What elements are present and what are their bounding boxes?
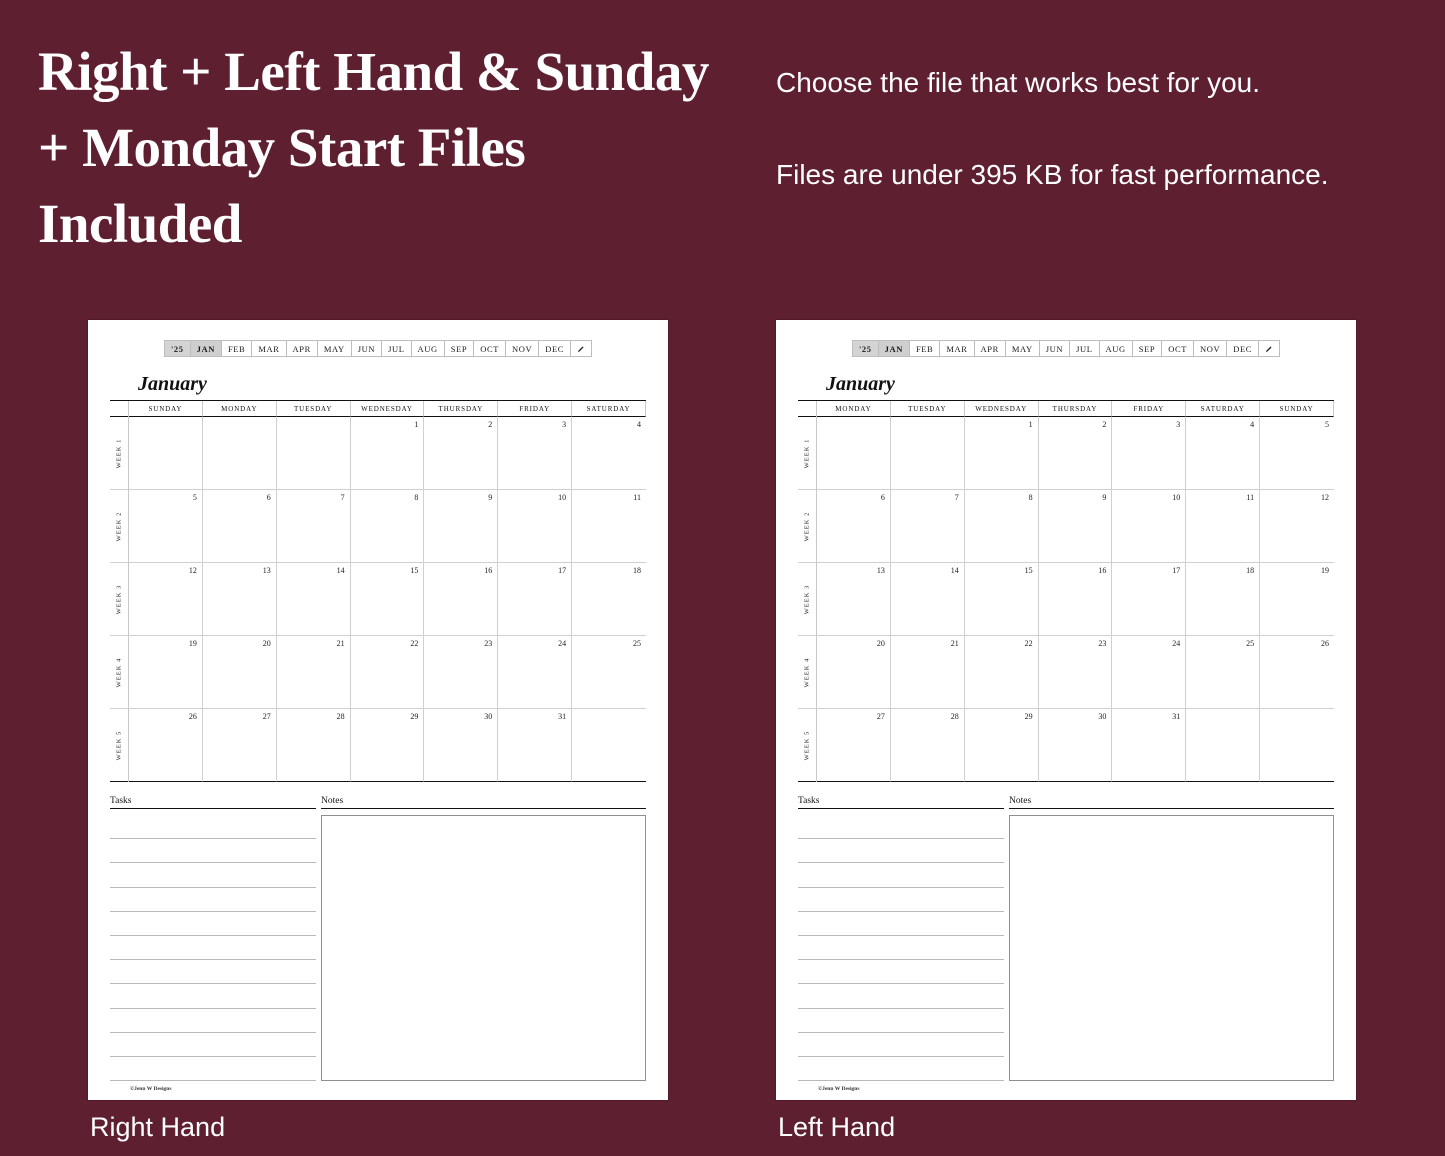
day-number: 25 bbox=[1246, 639, 1255, 648]
notes-area-0[interactable] bbox=[321, 815, 646, 1081]
day-cell[interactable] bbox=[1039, 563, 1113, 636]
day-cell[interactable] bbox=[351, 636, 425, 709]
week-label: WEEK 2 bbox=[798, 490, 816, 563]
day-number: 2 bbox=[488, 420, 493, 429]
month-tab-jun[interactable]: JUN bbox=[351, 340, 381, 357]
day-number: 29 bbox=[410, 712, 419, 721]
week-label: WEEK 1 bbox=[798, 417, 816, 490]
month-tab-may[interactable]: MAY bbox=[317, 340, 351, 357]
day-cell[interactable] bbox=[817, 563, 891, 636]
day-cell[interactable] bbox=[1039, 636, 1113, 709]
day-number: 30 bbox=[1098, 712, 1107, 721]
day-cell[interactable] bbox=[1186, 417, 1260, 490]
day-cell[interactable] bbox=[817, 417, 891, 490]
day-number: 15 bbox=[1024, 566, 1033, 575]
side-copy-line-2: Files are under 395 KB for fast performance. bbox=[776, 158, 1329, 190]
day-number: 21 bbox=[336, 639, 345, 648]
month-tab-aug[interactable]: AUG bbox=[411, 340, 444, 357]
day-cell[interactable] bbox=[1112, 417, 1186, 490]
day-cell[interactable] bbox=[1260, 490, 1334, 563]
day-header-thursday: THURSDAY bbox=[1039, 401, 1113, 417]
day-cell[interactable] bbox=[203, 709, 277, 782]
day-number: 30 bbox=[484, 712, 493, 721]
day-cell[interactable] bbox=[965, 563, 1039, 636]
day-cell[interactable] bbox=[1186, 709, 1260, 782]
notes-label-1: Notes bbox=[1009, 796, 1334, 809]
day-number: 4 bbox=[1250, 420, 1255, 429]
day-number: 2 bbox=[1102, 420, 1107, 429]
month-tab-jan[interactable]: JAN bbox=[878, 340, 909, 357]
day-cell[interactable] bbox=[891, 563, 965, 636]
month-tab-aug[interactable]: AUG bbox=[1099, 340, 1132, 357]
day-cell[interactable] bbox=[817, 636, 891, 709]
day-header-tuesday: TUESDAY bbox=[277, 401, 351, 417]
week-label: WEEK 5 bbox=[798, 709, 816, 782]
week-label: WEEK 3 bbox=[110, 563, 128, 636]
task-line[interactable] bbox=[798, 863, 1004, 887]
month-tab-nov[interactable]: NOV bbox=[1193, 340, 1226, 357]
day-number: 19 bbox=[1320, 566, 1329, 575]
day-cell[interactable] bbox=[1112, 636, 1186, 709]
day-number: 18 bbox=[1246, 566, 1255, 575]
day-cell[interactable] bbox=[817, 709, 891, 782]
day-cell[interactable] bbox=[351, 709, 425, 782]
caption-right-hand: Right Hand bbox=[90, 1112, 226, 1142]
month-tab-strip-1[interactable] bbox=[798, 340, 1334, 357]
day-cell[interactable] bbox=[1039, 490, 1113, 563]
day-cell[interactable] bbox=[1112, 563, 1186, 636]
day-number: 27 bbox=[262, 712, 271, 721]
tasks-label-1: Tasks bbox=[798, 796, 1004, 809]
day-cell[interactable] bbox=[1039, 417, 1113, 490]
day-header-monday: MONDAY bbox=[817, 401, 891, 417]
day-number: 26 bbox=[188, 712, 197, 721]
task-line[interactable] bbox=[798, 1033, 1004, 1057]
day-header-monday: MONDAY bbox=[203, 401, 277, 417]
day-cell[interactable] bbox=[498, 490, 572, 563]
task-line[interactable] bbox=[110, 839, 316, 863]
day-number: 28 bbox=[950, 712, 959, 721]
side-copy bbox=[776, 66, 1416, 249]
week-column-header bbox=[110, 401, 128, 417]
day-cell[interactable] bbox=[1260, 636, 1334, 709]
day-number: 18 bbox=[632, 566, 641, 575]
planner-preview-left-hand bbox=[776, 320, 1356, 1100]
day-cell[interactable] bbox=[424, 417, 498, 490]
day-cell[interactable] bbox=[203, 563, 277, 636]
month-tab-jul[interactable]: JUL bbox=[381, 340, 410, 357]
day-cell[interactable] bbox=[817, 490, 891, 563]
day-cell[interactable] bbox=[1186, 563, 1260, 636]
day-number: 6 bbox=[880, 493, 885, 502]
task-line[interactable] bbox=[798, 1009, 1004, 1033]
day-number: 1 bbox=[414, 420, 419, 429]
day-number: 23 bbox=[484, 639, 493, 648]
day-number: 22 bbox=[1024, 639, 1033, 648]
day-number: 22 bbox=[410, 639, 419, 648]
day-number: 14 bbox=[336, 566, 345, 575]
day-number: 31 bbox=[1172, 712, 1181, 721]
task-lines-0[interactable] bbox=[110, 809, 316, 1081]
caption-left-hand: Left Hand bbox=[778, 1112, 896, 1142]
notes-section-1 bbox=[1009, 796, 1334, 1081]
month-tab-mar[interactable]: MAR bbox=[939, 340, 973, 357]
day-number: 15 bbox=[410, 566, 419, 575]
day-number: 16 bbox=[1098, 566, 1107, 575]
day-header-friday: FRIDAY bbox=[1112, 401, 1186, 417]
day-number: 7 bbox=[340, 493, 345, 502]
month-tab-dec[interactable]: DEC bbox=[538, 340, 570, 357]
task-line[interactable] bbox=[798, 1057, 1004, 1081]
day-cell[interactable] bbox=[1260, 417, 1334, 490]
day-number: 12 bbox=[188, 566, 197, 575]
week-label: WEEK 4 bbox=[110, 636, 128, 709]
days-grid-0 bbox=[128, 401, 646, 782]
week-label: WEEK 2 bbox=[110, 490, 128, 563]
day-cell[interactable] bbox=[498, 417, 572, 490]
month-tab-sep[interactable]: SEP bbox=[1132, 340, 1161, 357]
day-cell[interactable] bbox=[1260, 563, 1334, 636]
task-line[interactable] bbox=[110, 815, 316, 839]
day-header-saturday: SATURDAY bbox=[572, 401, 646, 417]
day-cell[interactable] bbox=[891, 417, 965, 490]
day-number: 16 bbox=[484, 566, 493, 575]
days-grid-1 bbox=[816, 401, 1334, 782]
day-number: 29 bbox=[1024, 712, 1033, 721]
day-header-thursday: THURSDAY bbox=[424, 401, 498, 417]
day-number: 1 bbox=[1028, 420, 1033, 429]
month-title-0: January bbox=[138, 373, 207, 395]
task-line[interactable] bbox=[798, 815, 1004, 839]
day-number: 17 bbox=[558, 566, 567, 575]
day-number: 6 bbox=[266, 493, 271, 502]
week-column-header bbox=[798, 401, 816, 417]
day-number: 24 bbox=[558, 639, 567, 648]
day-cell[interactable] bbox=[424, 563, 498, 636]
day-number: 3 bbox=[1176, 420, 1181, 429]
day-number: 7 bbox=[954, 493, 959, 502]
day-number: 8 bbox=[1028, 493, 1033, 502]
month-tab-dec[interactable]: DEC bbox=[1226, 340, 1258, 357]
day-number: 27 bbox=[876, 712, 885, 721]
day-cell[interactable] bbox=[129, 417, 203, 490]
day-cell[interactable] bbox=[351, 417, 425, 490]
notes-area-1[interactable] bbox=[1009, 815, 1334, 1081]
task-line[interactable] bbox=[798, 912, 1004, 936]
day-cell[interactable] bbox=[498, 563, 572, 636]
task-line[interactable] bbox=[110, 888, 316, 912]
day-cell[interactable] bbox=[277, 636, 351, 709]
month-tab-sep[interactable]: SEP bbox=[444, 340, 473, 357]
day-cell[interactable] bbox=[572, 490, 646, 563]
month-tab-mar[interactable]: MAR bbox=[251, 340, 285, 357]
week-label: WEEK 3 bbox=[798, 563, 816, 636]
day-number: 5 bbox=[192, 493, 197, 502]
day-cell[interactable] bbox=[1112, 490, 1186, 563]
day-number: 5 bbox=[1324, 420, 1329, 429]
day-number: 21 bbox=[950, 639, 959, 648]
week-label: WEEK 5 bbox=[110, 709, 128, 782]
credit-0: ©Jenn W Designs bbox=[130, 1086, 172, 1092]
day-cell[interactable] bbox=[965, 490, 1039, 563]
day-cell[interactable] bbox=[572, 636, 646, 709]
day-cell[interactable] bbox=[351, 490, 425, 563]
week-number-column-0 bbox=[110, 401, 128, 782]
day-number: 4 bbox=[636, 420, 641, 429]
month-tab-oct[interactable]: OCT bbox=[1161, 340, 1193, 357]
year-tab[interactable]: '25 bbox=[164, 340, 190, 357]
day-cell[interactable] bbox=[965, 636, 1039, 709]
day-number: 12 bbox=[1320, 493, 1329, 502]
day-cell[interactable] bbox=[572, 709, 646, 782]
day-cell[interactable] bbox=[1260, 709, 1334, 782]
month-title-1: January bbox=[826, 373, 895, 395]
tasks-section-1 bbox=[798, 796, 1004, 1081]
pencil-icon[interactable] bbox=[570, 340, 592, 357]
day-header-friday: FRIDAY bbox=[498, 401, 572, 417]
day-number: 20 bbox=[262, 639, 271, 648]
day-cell[interactable] bbox=[277, 709, 351, 782]
day-number: 26 bbox=[1320, 639, 1329, 648]
task-line[interactable] bbox=[798, 960, 1004, 984]
day-cell[interactable] bbox=[203, 417, 277, 490]
task-line[interactable] bbox=[110, 984, 316, 1008]
day-header-wednesday: WEDNESDAY bbox=[965, 401, 1039, 417]
day-cell[interactable] bbox=[1186, 636, 1260, 709]
day-number: 13 bbox=[876, 566, 885, 575]
notes-label-0: Notes bbox=[321, 796, 646, 809]
day-cell[interactable] bbox=[129, 490, 203, 563]
day-header-sunday: SUNDAY bbox=[1260, 401, 1334, 417]
day-number: 13 bbox=[262, 566, 271, 575]
day-cell[interactable] bbox=[277, 417, 351, 490]
day-number: 10 bbox=[1172, 493, 1181, 502]
day-number: 20 bbox=[876, 639, 885, 648]
month-tab-jan[interactable]: JAN bbox=[190, 340, 221, 357]
day-cell[interactable] bbox=[572, 563, 646, 636]
month-tab-jun[interactable]: JUN bbox=[1039, 340, 1069, 357]
side-copy-line-1: Choose the file that works best for you. bbox=[776, 67, 1261, 98]
day-cell[interactable] bbox=[498, 709, 572, 782]
day-cell[interactable] bbox=[891, 490, 965, 563]
task-line[interactable] bbox=[110, 912, 316, 936]
task-lines-1[interactable] bbox=[798, 809, 1004, 1081]
month-tab-oct[interactable]: OCT bbox=[473, 340, 505, 357]
task-line[interactable] bbox=[798, 888, 1004, 912]
day-header-sunday: SUNDAY bbox=[129, 401, 203, 417]
task-line[interactable] bbox=[110, 1057, 316, 1081]
day-number: 14 bbox=[950, 566, 959, 575]
day-cell[interactable] bbox=[572, 417, 646, 490]
day-number: 31 bbox=[558, 712, 567, 721]
tasks-label-0: Tasks bbox=[110, 796, 316, 809]
day-cell[interactable] bbox=[129, 636, 203, 709]
planner-preview-right-hand bbox=[88, 320, 668, 1100]
day-cell[interactable] bbox=[277, 490, 351, 563]
calendar-grid-0 bbox=[110, 400, 646, 782]
day-cell[interactable] bbox=[277, 563, 351, 636]
day-number: 10 bbox=[558, 493, 567, 502]
day-cell[interactable] bbox=[965, 417, 1039, 490]
day-cell[interactable] bbox=[965, 709, 1039, 782]
day-number: 11 bbox=[633, 493, 641, 502]
month-tab-nov[interactable]: NOV bbox=[505, 340, 538, 357]
task-line[interactable] bbox=[110, 1033, 316, 1057]
day-cell[interactable] bbox=[129, 709, 203, 782]
week-number-column-1 bbox=[798, 401, 816, 782]
tasks-section-0 bbox=[110, 796, 316, 1081]
day-cell[interactable] bbox=[129, 563, 203, 636]
task-line[interactable] bbox=[798, 936, 1004, 960]
day-header-saturday: SATURDAY bbox=[1186, 401, 1260, 417]
day-cell[interactable] bbox=[1112, 709, 1186, 782]
day-cell[interactable] bbox=[1039, 709, 1113, 782]
day-number: 11 bbox=[1246, 493, 1255, 502]
calendar-grid-1 bbox=[798, 400, 1334, 782]
month-tab-apr[interactable]: APR bbox=[286, 340, 317, 357]
month-tab-feb[interactable]: FEB bbox=[221, 340, 251, 357]
task-line[interactable] bbox=[798, 984, 1004, 1008]
pencil-icon[interactable] bbox=[1258, 340, 1280, 357]
notes-section-0 bbox=[321, 796, 646, 1081]
day-number: 9 bbox=[1102, 493, 1107, 502]
month-tab-may[interactable]: MAY bbox=[1005, 340, 1039, 357]
month-tab-feb[interactable]: FEB bbox=[909, 340, 939, 357]
credit-1: ©Jenn W Designs bbox=[818, 1086, 860, 1092]
day-cell[interactable] bbox=[351, 563, 425, 636]
day-cell[interactable] bbox=[1186, 490, 1260, 563]
day-cell[interactable] bbox=[891, 709, 965, 782]
page-title: Right + Left Hand & Sunday + Monday Start Files Included bbox=[38, 41, 709, 254]
day-number: 9 bbox=[488, 493, 493, 502]
month-tab-strip-0[interactable] bbox=[110, 340, 646, 357]
day-header-wednesday: WEDNESDAY bbox=[351, 401, 425, 417]
day-cell[interactable] bbox=[498, 636, 572, 709]
task-line[interactable] bbox=[110, 960, 316, 984]
day-cell[interactable] bbox=[424, 636, 498, 709]
task-line[interactable] bbox=[110, 863, 316, 887]
day-number: 17 bbox=[1172, 566, 1181, 575]
day-number: 24 bbox=[1172, 639, 1181, 648]
day-cell[interactable] bbox=[891, 636, 965, 709]
day-number: 3 bbox=[562, 420, 567, 429]
day-cell[interactable] bbox=[203, 490, 277, 563]
day-number: 25 bbox=[632, 639, 641, 648]
week-label: WEEK 4 bbox=[798, 636, 816, 709]
day-header-tuesday: TUESDAY bbox=[891, 401, 965, 417]
month-tab-jul[interactable]: JUL bbox=[1069, 340, 1098, 357]
day-cell[interactable] bbox=[424, 490, 498, 563]
day-number: 8 bbox=[414, 493, 419, 502]
task-line[interactable] bbox=[110, 936, 316, 960]
day-number: 19 bbox=[188, 639, 197, 648]
week-label: WEEK 1 bbox=[110, 417, 128, 490]
task-line[interactable] bbox=[798, 839, 1004, 863]
month-tab-apr[interactable]: APR bbox=[974, 340, 1005, 357]
task-line[interactable] bbox=[110, 1009, 316, 1033]
day-cell[interactable] bbox=[203, 636, 277, 709]
day-number: 28 bbox=[336, 712, 345, 721]
day-cell[interactable] bbox=[424, 709, 498, 782]
year-tab[interactable]: '25 bbox=[852, 340, 878, 357]
day-number: 23 bbox=[1098, 639, 1107, 648]
